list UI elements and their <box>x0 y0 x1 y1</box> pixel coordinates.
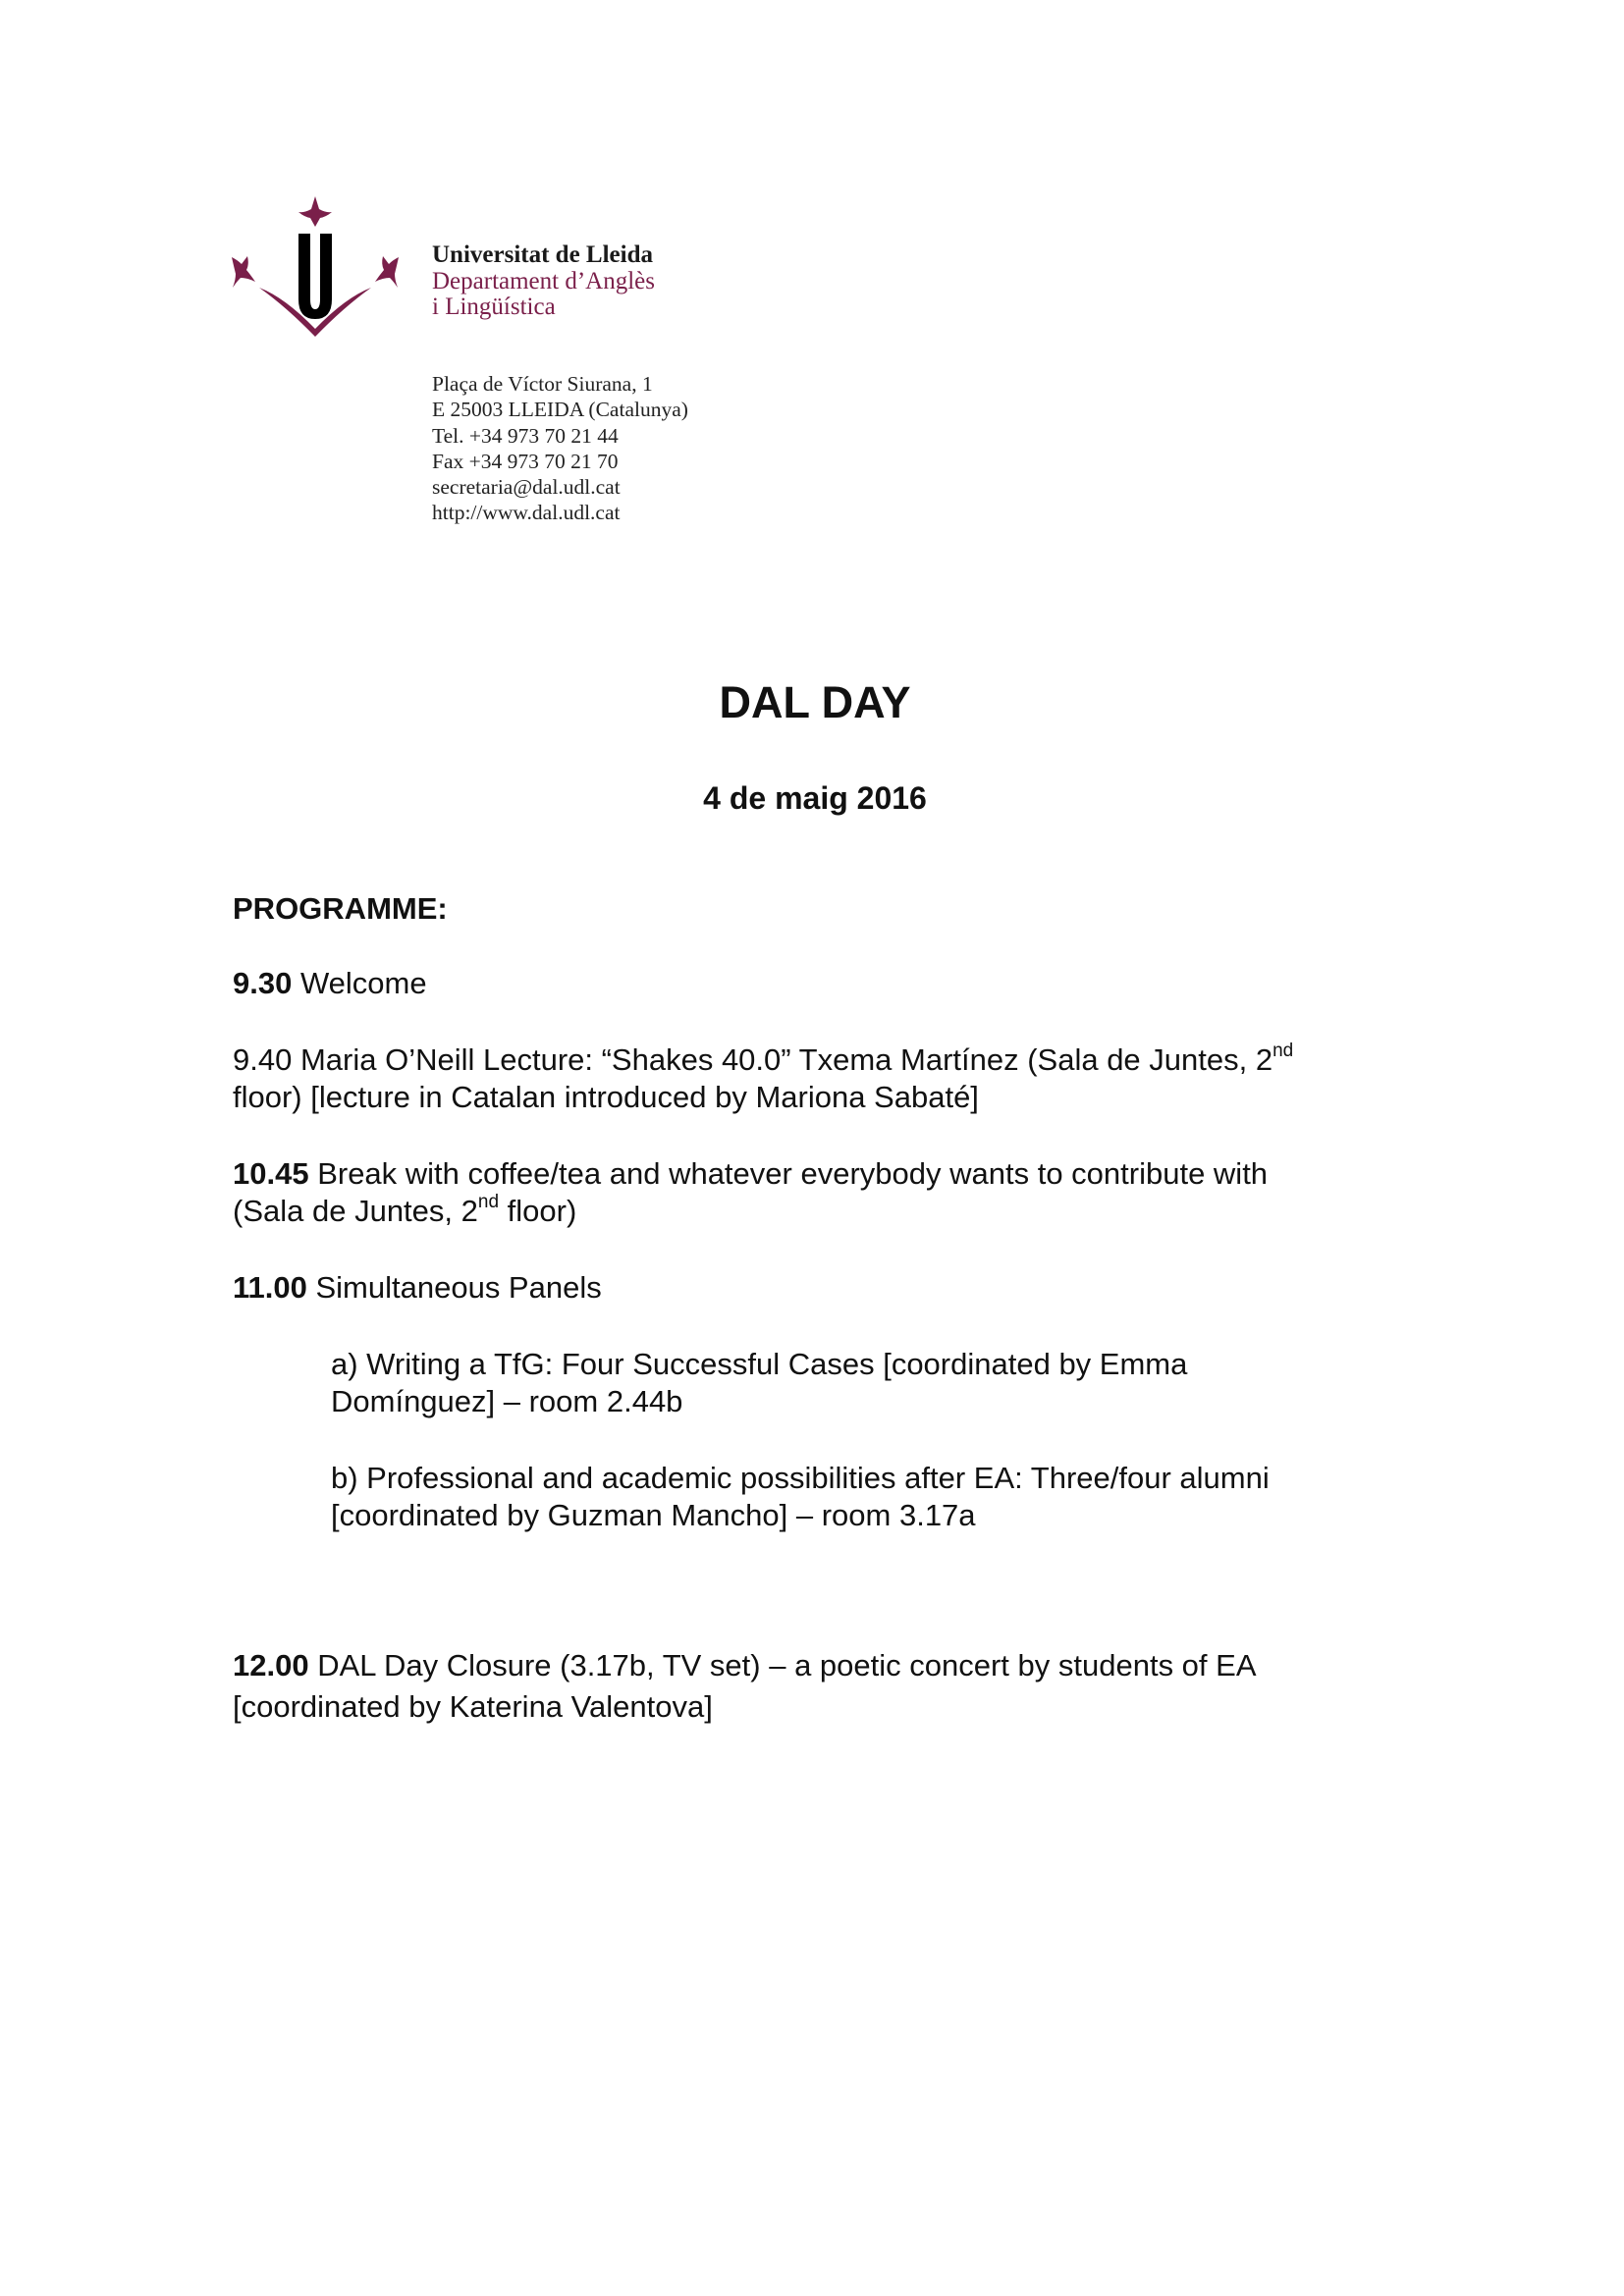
item-text: Simultaneous Panels <box>306 1270 602 1305</box>
address-street: Plaça de Víctor Siurana, 1 <box>432 372 653 396</box>
item-text-line2-end: floor) <box>499 1194 577 1228</box>
panel-b <box>331 1460 1411 1534</box>
panel-text-line2: Domínguez] – room 2.44b <box>331 1384 683 1418</box>
ordinal-suffix: nd <box>477 1192 500 1212</box>
address-phone: Tel. +34 973 70 21 44 <box>432 423 619 448</box>
item-text-line2: floor) [lecture in Catalan introduced by Mariona Sabaté] <box>233 1080 979 1114</box>
department-name-line1: Departament d’Anglès <box>432 268 656 294</box>
item-time: 10.45 <box>233 1156 309 1191</box>
panel-text-line1: b) Professional and academic possibilities after EA: Three/four alumni <box>331 1461 1270 1495</box>
item-text-line2: [coordinated by Katerina Valentova] <box>233 1689 713 1724</box>
programme-item-1100 <box>233 1269 1411 1307</box>
panel-a <box>331 1346 1411 1420</box>
university-of-lleida-logo-icon <box>228 191 403 341</box>
programme-item-940 <box>233 1041 1411 1116</box>
programme-item-1045 <box>233 1155 1411 1230</box>
address-block <box>432 371 688 526</box>
department-name-line2: i Lingüística <box>432 294 556 320</box>
ordinal-suffix: nd <box>1272 1041 1294 1061</box>
document-title: DAL DAY <box>719 677 911 727</box>
address-website[interactable]: http://www.dal.udl.cat <box>432 501 621 525</box>
item-text: Welcome <box>292 966 427 1000</box>
panel-text-line2: [coordinated by Guzman Mancho] – room 3.17a <box>331 1498 976 1532</box>
programme-item-1200 <box>233 1645 1411 1728</box>
item-time: 9.30 <box>233 966 293 1000</box>
item-text-line1: Break with coffee/tea and whatever everybody wants to contribute with <box>308 1156 1269 1191</box>
address-fax: Fax +34 973 70 21 70 <box>432 449 619 473</box>
item-text-line1: 9.40 Maria O’Neill Lecture: “Shakes 40.0” Txema Martínez (Sala de Juntes, 2 <box>233 1042 1273 1077</box>
address-email[interactable]: secretaria@dal.udl.cat <box>432 475 621 500</box>
programme-heading: PROGRAMME: <box>233 891 448 926</box>
address-city: E 25003 LLEIDA (Catalunya) <box>432 398 688 422</box>
item-text-line1: DAL Day Closure (3.17b, TV set) – a poetic concert by students of EA <box>308 1648 1257 1682</box>
panel-text-line1: a) Writing a TfG: Four Successful Cases [coordinated by Emma <box>331 1347 1188 1381</box>
programme-item-930 <box>233 965 1411 1002</box>
event-date: 4 de maig 2016 <box>703 780 927 816</box>
university-name: Universitat de Lleida <box>432 241 653 268</box>
item-time: 12.00 <box>233 1648 309 1682</box>
item-time: 11.00 <box>233 1270 307 1305</box>
item-text-line2: (Sala de Juntes, 2 <box>233 1194 478 1228</box>
